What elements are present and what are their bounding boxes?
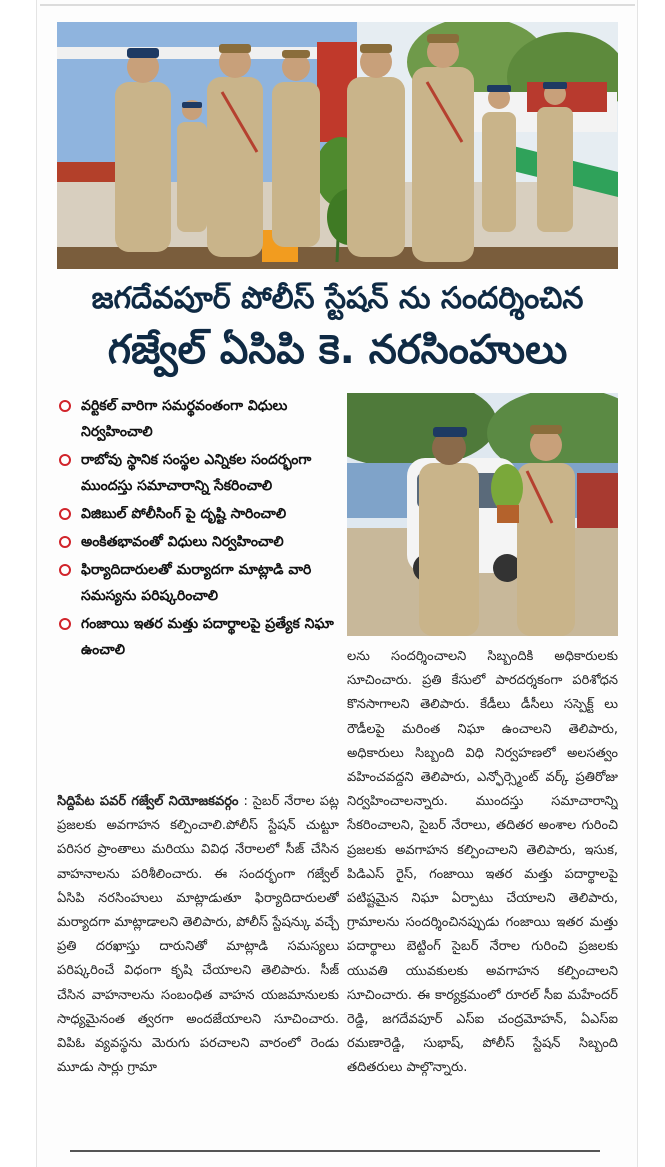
highlight-item <box>57 501 339 527</box>
photo-top-illustration <box>57 22 618 269</box>
photo-officers-planting-sapling <box>57 22 618 269</box>
red-ring-bullet-icon <box>59 564 71 576</box>
highlight-item <box>57 393 339 445</box>
article-dateline: సిద్దిపేట పవర్ గజ్వేల్ నియోజకవర్గం <box>57 794 239 809</box>
highlight-item <box>57 557 339 609</box>
top-divider <box>40 4 635 6</box>
article-text-left: : సైబర్ నేరాల పట్ల ప్రజలకు అవగాహన కల్పించాలి.పోలీస్ స్టేషన్ చుట్టూ పరిసర ప్రాంతాలు మరియు వివిధ నేరాలలో సీజ్ చేసిన వాహనాలను పరిశీలించారు. ఈ సందర్భంగా గజ్వేల్ ఏసిపి నరసింహులు మాట్లాడుతూ ఫిర్యాదిదారులతో మర్యాదగా మాట్లాడాలని తెలిపారు, పోలీస్ స్టేషన్కు వచ్చే ప్రతి దరఖాస్తు దారునితో మాట్లాడి సమస్యలు పరిష్కరించే విధంగా కృషి చేయాలని తెలిపారు. సీజ్ చేసిన వాహనాలను సంబంధిత వాహన యజమానులకు సాధ్యమైనంత త్వరగా అందజేయాలని సూచించారు. విపిఓ వ్యవస్థను మెరుగు పరచాలని వారంలో రెండు మూడు సార్లు గ్రామా <box>57 794 339 1076</box>
headline-line-1: జగదేవపూర్ పోలీస్ స్టేషన్ ను సందర్శించిన <box>91 281 584 316</box>
highlight-item <box>57 447 339 499</box>
red-ring-bullet-icon <box>59 536 71 548</box>
photo-side-illustration <box>347 393 618 636</box>
highlight-text: అంకితభావంతో విధులు నిర్వహించాలి <box>81 534 284 550</box>
article-column-left <box>57 790 339 1130</box>
bottom-divider <box>70 1150 600 1152</box>
photo-officers-exchanging-plant <box>347 393 618 636</box>
highlight-text: ఫిర్యాదిదారులతో మర్యాదగా మాట్లాడి వారి సమస్యను పరిష్కరించాలి <box>81 562 312 604</box>
highlight-text: వర్టికల్ వారిగా సమర్థవంతంగా విధులు నిర్వహించాలి <box>81 398 288 440</box>
red-ring-bullet-icon <box>59 618 71 630</box>
highlight-item <box>57 611 339 663</box>
article-text-right: లను సందర్శించాలని సిబ్బందికి అధికారులకు సూచించారు. ప్రతి కేసులో పారదర్శకంగా పరిశోధన కొనసాగాలని తెలిపారు. కేడీలు డీసీలు సస్పెక్ట్ లు రౌడీలపై మరింత నిఘా ఉంచాలని తెలిపారు, అధికారులు సిబ్బంది విధి నిర్వహణలో అలసత్వం వహించవద్దని తెలిపారు, ఎన్ఫోర్స్మెంట్ వర్క్ ప్రతిరోజు నిర్వహించాలన్నారు. ముందస్తు సమాచారాన్ని సేకరించాలని, సైబర్ నేరాలు, తదితర అంశాల గురించి ప్రజలకు అవగాహన కల్పించాలని తెలిపారు, ఇసుక, పిడిఎస్ రైస్, గంజాయి ఇతర మత్తు పదార్థాలపై పటిష్టమైన నిఘా ఏర్పాటు చేయాలని తెలిపారు, గ్రామాలను సందర్శించినప్పుడు గంజాయి ఇతర మత్తు పదార్థాలు బెట్టింగ్ సైబర్ నేరాల గురించి ప్రజలకు యువతి యువకులకు అవగాహన కల్పించాలని సూచించారు. ఈ కార్యక్రమంలో రూరల్ సీఐ మహేందర్ రెడ్డి, జగదేవపూర్ ఎస్ఐ చంద్రమోహన్, ఏఎస్ఐ రమణారెడ్డి, సుభాష్, పోలీస్ స్టేషన్ సిబ్బంది తదితరులు పాల్గొన్నారు. <box>347 649 618 1076</box>
red-ring-bullet-icon <box>59 400 71 412</box>
red-ring-bullet-icon <box>59 454 71 466</box>
red-ring-bullet-icon <box>59 508 71 520</box>
highlight-text: విజిబుల్ పోలీసింగ్ పై దృష్టి సారించాలి <box>81 506 287 522</box>
headline-line-2: గజ్వేల్ ఏసిపి కె. నరసింహులు <box>107 327 568 373</box>
highlight-text: గంజాయి ఇతర మత్తు పదార్థాలపై ప్రత్యేక నిఘా ఉంచాలి <box>81 616 334 658</box>
highlight-item <box>57 529 339 555</box>
highlight-text: రాబోవు స్థానిక సంస్థల ఎన్నికల సందర్భంగా ముందస్తు సమాచారాన్ని సేకరించాలి <box>81 452 312 494</box>
highlights-list <box>57 393 339 665</box>
article-column-right <box>347 645 618 1135</box>
